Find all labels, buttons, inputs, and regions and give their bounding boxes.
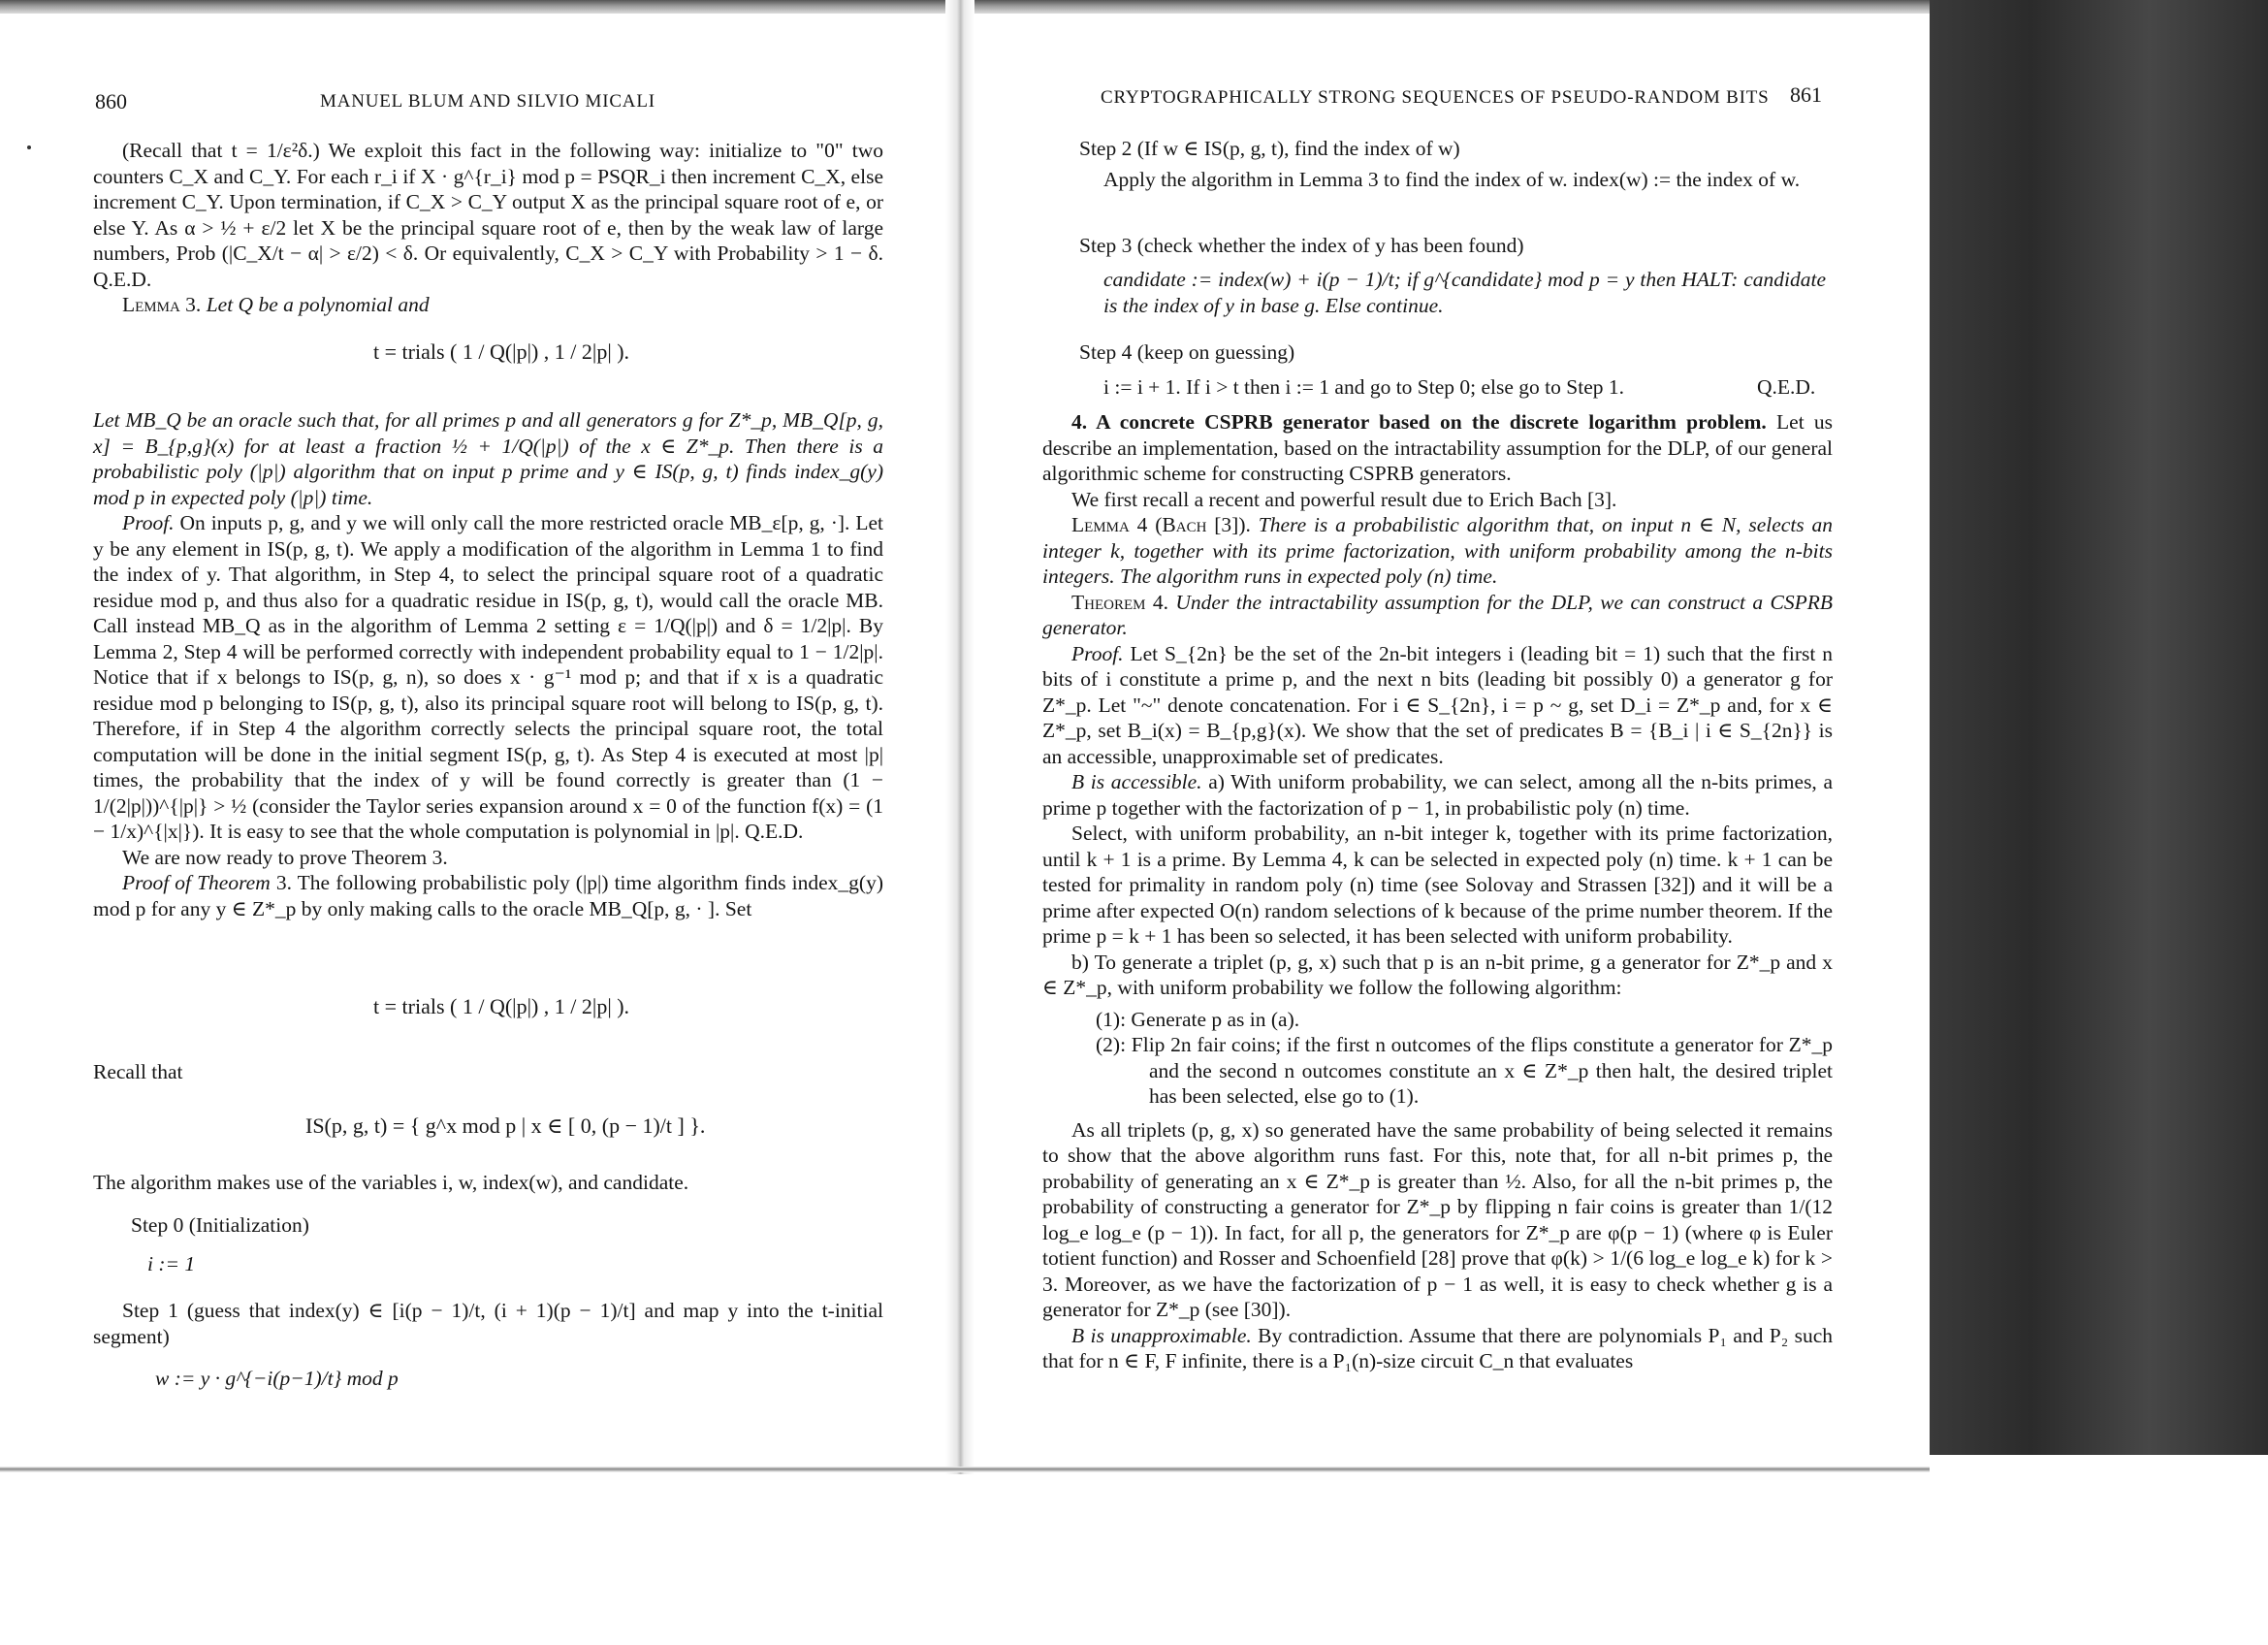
unapproximable-body: By contradiction. Assume that there are polynomials P₁ and P₂ such that for n ∈ F, F infinite, there is a P₁(n)-size circuit C_n that evaluates <box>1042 1323 1834 1372</box>
theorem4-label: Theorem 4. <box>1071 590 1168 614</box>
proof-theorem-label: Proof of Theorem <box>122 871 271 894</box>
step1-equation: w := y · g^{−i(p−1)/t} mod p <box>155 1367 399 1390</box>
scanner-edge <box>1930 0 2268 1645</box>
recall-paragraph: (Recall that t = 1/ε²δ.) We exploit this fact in the following way: initialize to "0" two counters C_X and C_Y. For each r_i if X · g^{r_i} mod p = PSQR_i then increment C_X, else increment C_Y. Upon termination, if C_X > C_Y output X as the principal square root of e, or else Y. As α > ½ + ε/2 let X be the principal square root of e, then by the weak law of large numbers, Prob (|C_X/t − α| > ε/2) < δ. Or equivalently, C_X > C_Y with Probability > 1 − δ. Q.E.D. <box>93 139 883 291</box>
step4-body: i := i + 1. If i > t then i := 1 and go to Step 0; else go to Step 1. <box>1103 375 1624 399</box>
lemma3-body: Let MB_Q be an oracle such that, for all primes p and all generators g for Z*_p, MB_Q[p, g, x] = B_{p,g}(x) for at least a fraction ½ + 1/Q(|p|) of the x ∈ Z*_p. Then there is a probabilistic poly (|p|) algorithm that on input p prime and y ∈ IS(p, g, t) finds index_g(y) mod p in expected poly (|p|) time. <box>93 408 883 509</box>
proof-theorem-body: 3. The following probabilistic poly (|p|) time algorithm finds index_g(y) mod p for any y ∈ Z*_p by only making calls to the oracle MB_Q[p, g, · ]. Set <box>93 871 884 920</box>
running-head-right: CRYPTOGRAPHICALLY STRONG SEQUENCES OF PSEUDO-RANDOM BITS <box>1101 87 1770 108</box>
accessible-label: B is accessible. <box>1071 770 1202 793</box>
part-b-paragraph: b) To generate a triplet (p, g, x) such that p is an n-bit prime, g a generator for Z*_p and x ∈ Z*_p, with uniform probability we follow the following algorithm: <box>1042 950 1833 999</box>
qed-right: Q.E.D. <box>1757 375 1816 399</box>
theorem4-paragraph <box>1042 590 1833 641</box>
lemma4-body: There is a probabilistic algorithm that, on input n ∈ N, selects an integer k, together with its prime factorization, with uniform probability among the n-bits integers. The algorithm runs in expected poly (n) time. <box>1042 513 1834 588</box>
select-paragraph: Select, with uniform probability, an n-bit integer k, together with its prime factorization, until k + 1 is a prime. By Lemma 4, k can be selected in expected poly (n) time. k + 1 can be tested for primality in random poly (n) time (see Solovay and Strassen [32]) and it will be a prime after expected O(n) random selections of k because of the prime number theorem. If the prime p = k + 1 has been so selected, it has been selected with uniform probability. <box>1042 822 1833 948</box>
proof-body: On inputs p, g, and y we will only call the more restricted oracle MB_ε[p, g, ·]. Let y be any element in IS(p, g, t). We apply a modification of the algorithm in Lemma 1 to find the index of y. That algorithm, in Step 4, to select the principal square root of a quadratic residue mod p, and thus also for a quadratic residue in IS(p, g, t), would call the oracle MB. Call instead MB_Q as in the algorithm of Lemma 2 setting ε = 1/Q(|p|) and δ = 1/2|p|. By Lemma 2, Step 4 will be performed correctly with independent probability equal to 1 − 1/2|p|. Notice that if x belongs to IS(p, g, n), so does x · g⁻¹ mod p; and that if x is a quadratic residue mod p belonging to IS(p, g, t), also its principal square root will belong to IS(p, g, t). Therefore, if in Step 4 the algorithm correctly selects the principal square root, the total computation will be done in the initial segment IS(p, g, t). As Step 4 is executed at most |p| times, the probability that the index of y will be found correctly is greater than (1 − 1/(2|p|))^{|p|} > ½ (consider the Taylor series expansion around x = 0 of the function f(x) = (1 − 1/x)^{|x|}). It is easy to see that the whole computation is polynomial in |p|. Q.E.D. <box>93 511 883 843</box>
triplets-paragraph: As all triplets (p, g, x) so generated have the same probability of being selected it remains to show that the above algorithm runs fast. For this, note that, for all n-bit primes p, the probability of generating an x ∈ Z*_p is greater than ½. Also, for all the n-bit primes p, the probability of constructing a generator for Z*_p by flipping n fair coins is greater than 1/(12 log_e log_e (p − 1)). In fact, for all p, the generators for Z*_p are φ(p − 1) (where φ is Euler totient function) and Rosser and Schoenfield [28] prove that φ(k) > 1/(6 log_e log_e k) for k > 3. Moreover, as we have the factorization of p − 1 as well, it is easy to check whether g is a generator for Z*_p (see [30]). <box>1042 1117 1833 1321</box>
unapproximable-label: B is unapproximable. <box>1071 1323 1252 1347</box>
step1-heading <box>93 1298 883 1349</box>
ready-paragraph: We are now ready to prove Theorem 3. <box>122 845 448 869</box>
step2-body: Apply the algorithm in Lemma 3 to find the index of w. index(w) := the index of w. <box>1103 168 1801 191</box>
algorithm-variables: The algorithm makes use of the variables i, w, index(w), and candidate. <box>93 1171 689 1194</box>
section4-title: 4. A concrete CSPRB generator based on the discrete logarithm problem. <box>1071 410 1767 434</box>
accessible-body: a) With uniform probability, we can select, among all the n-bits primes, a prime p together with the factorization of p − 1, in probabilistic poly (n) time. <box>1042 770 1834 820</box>
theorem4-proof-body: Let S_{2n} be the set of the 2n-bit integers i (leading bit = 1) such that the first n bits of i constitute a prime p, and the next n bits (leading bit possibly 0) a generator g for Z*_p. Let "~" denote concatenation. For i ∈ S_{2n}, i = p ~ g, set D_i = Z*_p and, for x ∈ Z*_p, set B_i(x) = B_{p,g}(x). We show that the set of predicates B = {B_i | i ∈ S_{2n}} is an accessible, unapproximable set of predicates. <box>1042 641 1833 768</box>
step4-heading: Step 4 (keep on guessing) <box>1079 340 1295 364</box>
lemma3-proof <box>93 510 883 845</box>
left-column-middle <box>93 407 883 921</box>
lemma3-label: Lemma 3. <box>122 293 202 316</box>
step3-heading: Step 3 (check whether the index of y has been found) <box>1079 234 1524 257</box>
scanner-bed <box>1930 1455 2268 1645</box>
lemma4-paragraph <box>1042 512 1833 590</box>
lemma3-intro: Let Q be a polynomial and <box>206 293 430 316</box>
page-bottom-edge <box>0 1467 1930 1472</box>
theorem4-body: Under the intractability assumption for the DLP, we can construct a CSPRB generator. <box>1042 590 1834 639</box>
equation-trials-2: t = trials ( 1 / Q(|p|) , 1 / 2|p| ). <box>373 994 630 1018</box>
bach-paragraph: We first recall a recent and powerful result due to Erich Bach [3]. <box>1071 487 1617 511</box>
book-gutter <box>945 0 974 1474</box>
theorem4-proof-label: Proof. <box>1071 641 1124 665</box>
scan-speck <box>27 145 31 149</box>
step0-equation: i := 1 <box>147 1252 196 1275</box>
running-head-left: MANUEL BLUM AND SILVIO MICALI <box>320 91 655 112</box>
lemma4-label: Lemma 4 (Bach [3]). <box>1071 513 1251 536</box>
proof-label: Proof. <box>122 511 175 534</box>
equation-initial-segment: IS(p, g, t) = { g^x mod p | x ∈ [ 0, (p − 1)/t ] }. <box>305 1113 706 1138</box>
section4-paragraph <box>1042 409 1833 487</box>
unapproximable-paragraph <box>1042 1323 1833 1374</box>
section4-body: Let us describe an implementation, based on the intractability assumption for the DLP, of our general algorithmic scheme for constructing CSPRB generators. <box>1042 410 1833 485</box>
theorem4-proof <box>1042 641 1833 770</box>
proof-theorem3 <box>93 870 883 921</box>
page-number-right: 861 <box>1790 82 1822 107</box>
lemma3-statement <box>93 292 883 318</box>
algorithm-item-2: (2): Flip 2n fair coins; if the first n outcomes of the flips constitute a generator for Z*_p and the second n outcomes constitute an x ∈ Z*_p then halt, the desired triplet has been selected, else go to (1). <box>1096 1033 1833 1108</box>
algorithm-item-1: (1): Generate p as in (a). <box>1096 1007 1300 1031</box>
accessible-paragraph <box>1042 769 1833 821</box>
page-number-left: 860 <box>95 89 127 113</box>
step2-heading: Step 2 (If w ∈ IS(p, g, t), find the index of w) <box>1079 137 1460 160</box>
left-column-top <box>93 138 883 318</box>
step3-body: candidate := index(w) + i(p − 1)/t; if g^{candidate} mod p = y then HALT: candidate is the index of y in base g. Else continue. <box>1103 268 1826 317</box>
step1-text: Step 1 (guess that index(y) ∈ [i(p − 1)/t, (i + 1)(p − 1)/t] and map y into the t-initial segment) <box>93 1299 883 1348</box>
equation-trials-1: t = trials ( 1 / Q(|p|) , 1 / 2|p| ). <box>373 339 630 364</box>
recall-that: Recall that <box>93 1060 183 1083</box>
step0-heading: Step 0 (Initialization) <box>131 1213 309 1237</box>
right-column-body <box>1042 409 1833 1374</box>
